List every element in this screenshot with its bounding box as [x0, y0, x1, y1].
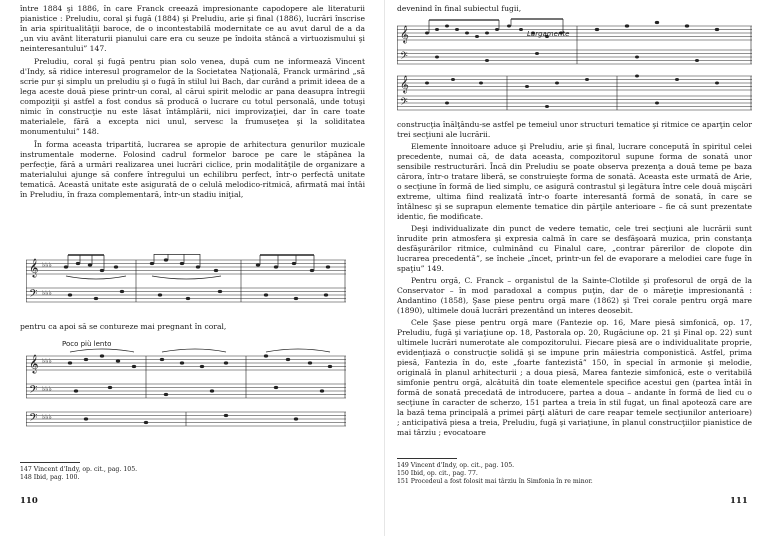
tempo-marking-left: Poco più lento [62, 340, 112, 348]
right-paragraph-1: construcţia înălţându-se astfel pe temeiul unor structuri tematice şi ritmice ce aparţin celor trei secţiuni ale lucrării. [397, 120, 752, 139]
svg-text:♭♭♭: ♭♭♭ [42, 261, 52, 269]
music-score-3 [397, 16, 752, 112]
footnote-149: 149 Vincent d'Indy, op. cit., pag. 105. [397, 462, 515, 469]
left-paragraph-1: între 1884 şi 1886, în care Franck creează impresionante capodopere ale literaturii pianistice : Preludiu, coral şi fugă (1884) şi Preludiu, arie şi final (1886), lucrări înscrise în aria spiritualităţii baroce, de o incontestabilă modernitate ce au avut darul de a da „un viu avânt literaturii pianului care era cu seuze pe îndoita stâncă a virtuozismului şi neinteresantului” 147. [20, 4, 365, 53]
music-example-1 [26, 254, 346, 312]
svg-text:𝄢: 𝄢 [400, 50, 408, 64]
svg-text:𝄞: 𝄞 [400, 75, 409, 93]
left-footnote-rule [20, 462, 80, 463]
svg-text:♭♭♭: ♭♭♭ [42, 357, 52, 365]
right-intro-line: devenind în final subiectul fugii, [397, 4, 522, 13]
music-score-1 [26, 254, 346, 312]
footnote-150: 150 Ibid, op. cit., pag. 77. [397, 470, 478, 477]
svg-text:𝄢: 𝄢 [29, 412, 38, 427]
page-number-right: 111 [730, 496, 748, 506]
svg-text:𝄢: 𝄢 [29, 288, 38, 303]
right-page [384, 0, 768, 536]
right-paragraph-3: Deşi individualizate din punct de vedere tematic, cele trei secţiuni ale lucrării sunt înrudite prin atmosfera şi expresia calmă în care se desfăşoară muzica, prin constanţa desfăşurărilor ritmice, culminând cu Finalul care, „contrar părerilor de clopote din lucrarea precedentă”, se încheie „încet, printr-un fel de evaporare a melodiei care fuge în spaţiu” 149. [397, 224, 752, 273]
left-paragraph-2: Preludiu, coral şi fugă pentru pian solo venea, după cum ne informează Vincent d'Indy, să ridice interesul programelor de la Societatea Naţională, Franck urmărind „să scrie pur şi simplu un preludiu şi o fugă în stilul lui Bach, dar curând a primit ideea de a lega aceste două piese printr-un coral, al cărui spirit melodic ar pana deasupra întregii compoziţii şi astfel a fost condus să producă o lucrare cu totul personală, unde totuşi nimic în construcţie nu este lăsat întâmplării, nici improvizaţiei, dar în care toate materialele, fără a excepta nici unul, servesc la frumuseţea şi la soliditatea monumentului” 148. [20, 57, 365, 136]
svg-text:𝄢: 𝄢 [400, 96, 408, 110]
page-number-left: 110 [20, 496, 38, 506]
svg-text:♭♭♭: ♭♭♭ [42, 289, 52, 297]
footnote-151: 151 Procedeul a fost folosit mai târziu în Simfonia în re minor. [397, 478, 593, 485]
svg-text:𝄞: 𝄞 [29, 258, 39, 277]
right-footnote-rule [397, 458, 457, 459]
music-example-3 [397, 16, 752, 112]
right-paragraph-4: Pentru orgă, C. Franck – organistul de la Sainte-Clotilde şi profesorul de orgă de la Conservator – în mod paradoxal a compus puţin, dar de o măreţie impresionantă : Andantino (1858), Şase piese pentru orgă mare (1862) şi Trei corale pentru orgă mare (1890), ultimele două lucrări prezentând un interes deosebit. [397, 276, 752, 315]
right-paragraph-2: Elemente înnoitoare aduce şi Preludiu, arie şi final, lucrare concepută în spiritul celei precedente, numai că, de data aceasta, compozitorul supune forma de sonată unor sensibile restructurări. Încă din Preludiu se poate observa prezenţa a două teme pe baza cărora, într-o tratare liberă, se construieşte forma de sonată. Aceasta este urmată de Arie, o secţiune în formă de lied simplu, ce asigură contrastul şi legătura între cele două mişcări extreme, ultima fiind realizată într-o foarte interesantă formă de sonată, în care se întâlnesc şi se suprapun elemente tematice din părţile anterioare – fie că sunt prezentate identic, fie modificate. [397, 142, 752, 221]
svg-text:𝄞: 𝄞 [29, 354, 39, 373]
right-text [397, 120, 752, 438]
right-paragraph-5: Cele Şase piese pentru orgă mare (Fantezie op. 16, Mare piesă simfonică, op. 17, Preludiu, fugă şi variaţiune op. 18, Pastorala op. 20, Rugăciune op. 21 şi Final op. 22) sunt ultimele lucrări numerotate ale compozitorului. Fiecare piesă are o individualitate proprie, evidenţiază o construcţie solidă şi se impune prin măiestria componistică. Astfel, prima piesă, Fantezia în do, este „foarte fantezistă” 150, în special în armonie şi melodie, originală în planul arhitecturii ; a doua piesă, Marea fantezie simfonică, este o veritabilă simfonie pentru orgă, alcătuită din toate elementele specifice acestui gen (partea întâi în formă de sonată precedată de introducere, partea a doua – andante în formă de lied cu o secţiune în caracter de scherzo, 151 partea a treia în stil fugat, un final apoteoză care are la bază tema principală a primei părţi alături de care reapar temele secţiunilor anterioare) ; anticipativă piesa a treia, Preludiu, fugă şi variaţiune, în planul construcţiilor pianistice de mai târziu ; evocatoare [397, 318, 752, 437]
svg-text:𝄞: 𝄞 [400, 25, 409, 43]
footnote-148: 148 Ibid, pag. 100. [20, 474, 80, 481]
left-between-examples: pentru ca apoi să se contureze mai pregnant în coral, [20, 322, 227, 331]
music-example-2 [26, 342, 346, 442]
left-footnotes [20, 466, 365, 482]
music-score-2 [26, 342, 346, 442]
left-paragraph-3: În forma aceasta tripartită, lucrarea se apropie de arhitectura genurilor muzicale instrumentale moderne. Folosind cadrul formelor baroce pe care le stăpânea la perfecţie, fără a urmări realizarea unei lucrări ciclice, prin modalităţile de organizare a materialului ajunge să confere întregului un echilibru perfect, într-o perfectă unitate tematică. Această unitate este asigurată de o celulă melodico-ritmică, afirmată mai întâi în Preludiu, în fraza complementară, într-un stadiu iniţial, [20, 140, 365, 199]
right-footnotes [397, 462, 752, 486]
left-text-top [20, 4, 365, 200]
tempo-marking-right: Largamente [527, 30, 570, 38]
svg-text:𝄢: 𝄢 [29, 384, 38, 399]
svg-text:♭♭♭: ♭♭♭ [42, 385, 52, 393]
footnote-147: 147 Vincent d'Indy, op. cit., pag. 105. [20, 466, 138, 473]
svg-text:♭♭♭: ♭♭♭ [42, 413, 52, 421]
